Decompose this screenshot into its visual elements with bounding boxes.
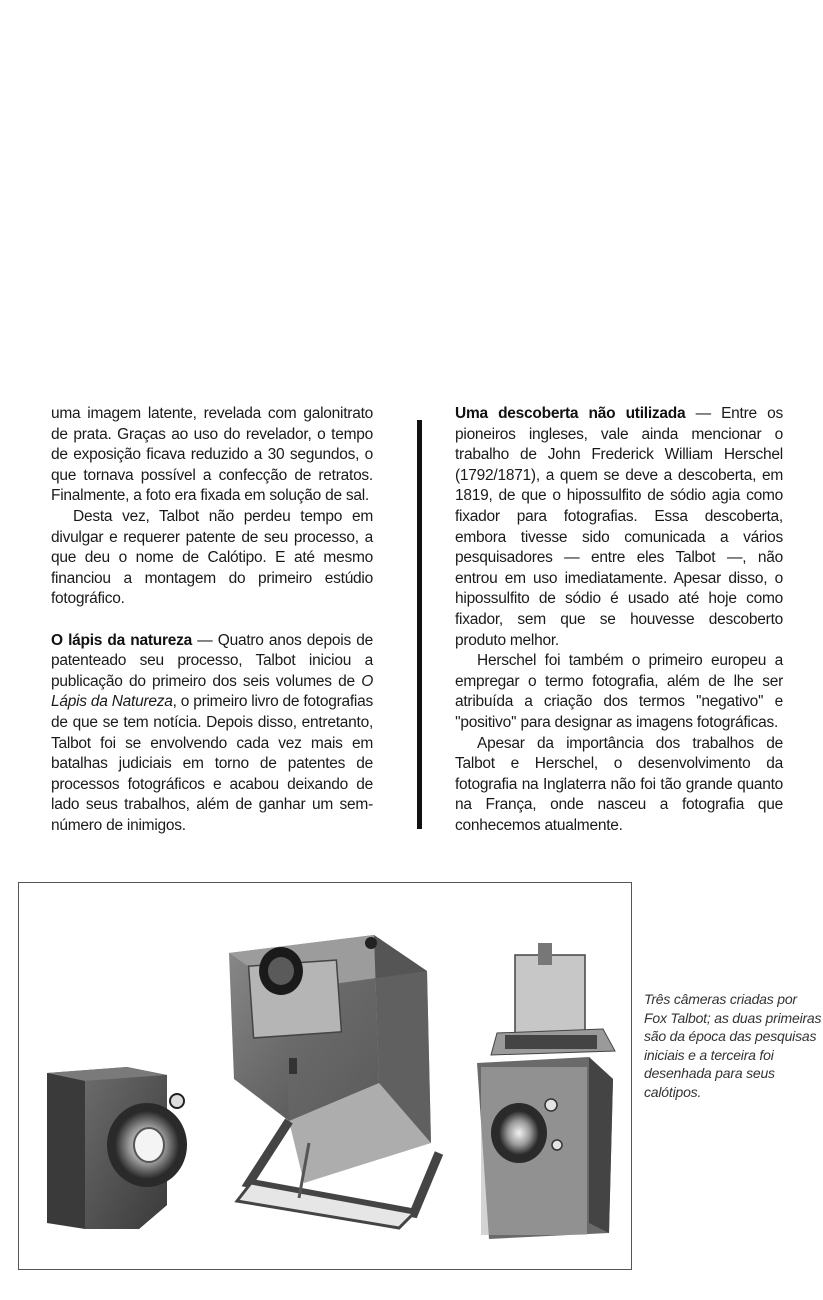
camera-right xyxy=(477,943,615,1239)
camera-middle xyxy=(229,935,439,1228)
paragraph-text: , o primeiro livro de fotografias de que se tem notícia. Depois disso, entretanto, Talbot foi se envolvendo cada vez mais em batalhas judiciais em torno de patentes de processos fotográficos e acabou deixando de lado seus trabalhos, além de ganhar um sem-número de inimigos. xyxy=(51,693,373,834)
paragraph-text: — Quatro anos depois de patenteado seu processo, Talbot iniciou a publicação do primeiro dos seis volumes de xyxy=(51,631,373,690)
paragraph: Apesar da importância dos trabalhos de Talbot e Herschel, o desenvolvimento da fotografia na Inglaterra não foi tão grande quanto na França, onde nasceu a fotografia que conhecemos atualmente. xyxy=(455,734,783,834)
photo-caption: Três câmeras criadas por Fox Talbot; as duas primeiras são da época das pesquisas iniciais e a terceira foi desenhada para seus calótipos. xyxy=(644,991,822,1100)
right-column xyxy=(455,404,783,836)
book-title: O Lápis da Natureza xyxy=(51,672,373,711)
paragraph: Desta vez, Talbot não perdeu tempo em divulgar e requerer patente de seu processo, a que deu o nome de Calótipo. E até mesmo financiou a montagem do primeiro estúdio fotográfico. xyxy=(51,507,373,608)
paragraph xyxy=(455,404,783,651)
camera-left xyxy=(47,1067,187,1229)
section-heading: O lápis da natureza xyxy=(51,631,192,649)
paragraph: uma imagem latente, revelada com galonitrato de prata. Graças ao uso do revelador, o tempo de exposição ficava reduzido a 30 segundos, o que tornava possível a confecção de retratos. Finalmente, a foto era fixada em solução de sal. xyxy=(51,405,373,505)
section-heading: Uma descoberta não utilizada xyxy=(455,405,686,422)
paragraph xyxy=(51,631,373,837)
cameras-photo xyxy=(18,882,632,1270)
paragraph-text: — Entre os pioneiros ingleses, vale ainda mencionar o trabalho de John Frederick William Herschel (1792/1871), a quem se deve a descoberta, em 1819, de que o hipossulfito de sódio agia como fixador para fotografias. Essa descoberta, embora tivesse sido comunicada a vários pesquisadores — entre eles Talbot —, não entrou em uso imediatamente. Apesar disso, o hipossulfito de sódio é usado até hoje como fixador, sem que se houvesse descoberto produto melhor. xyxy=(455,405,783,649)
column-divider xyxy=(417,420,422,829)
cameras-illustration xyxy=(19,883,631,1269)
left-column xyxy=(51,404,373,836)
paragraph: Herschel foi também o primeiro europeu a empregar o termo fotografia, além de lhe ser atribuída a criação dos termos ''negativo'' e ''positivo'' para designar as imagens fotográficas. xyxy=(455,652,783,731)
